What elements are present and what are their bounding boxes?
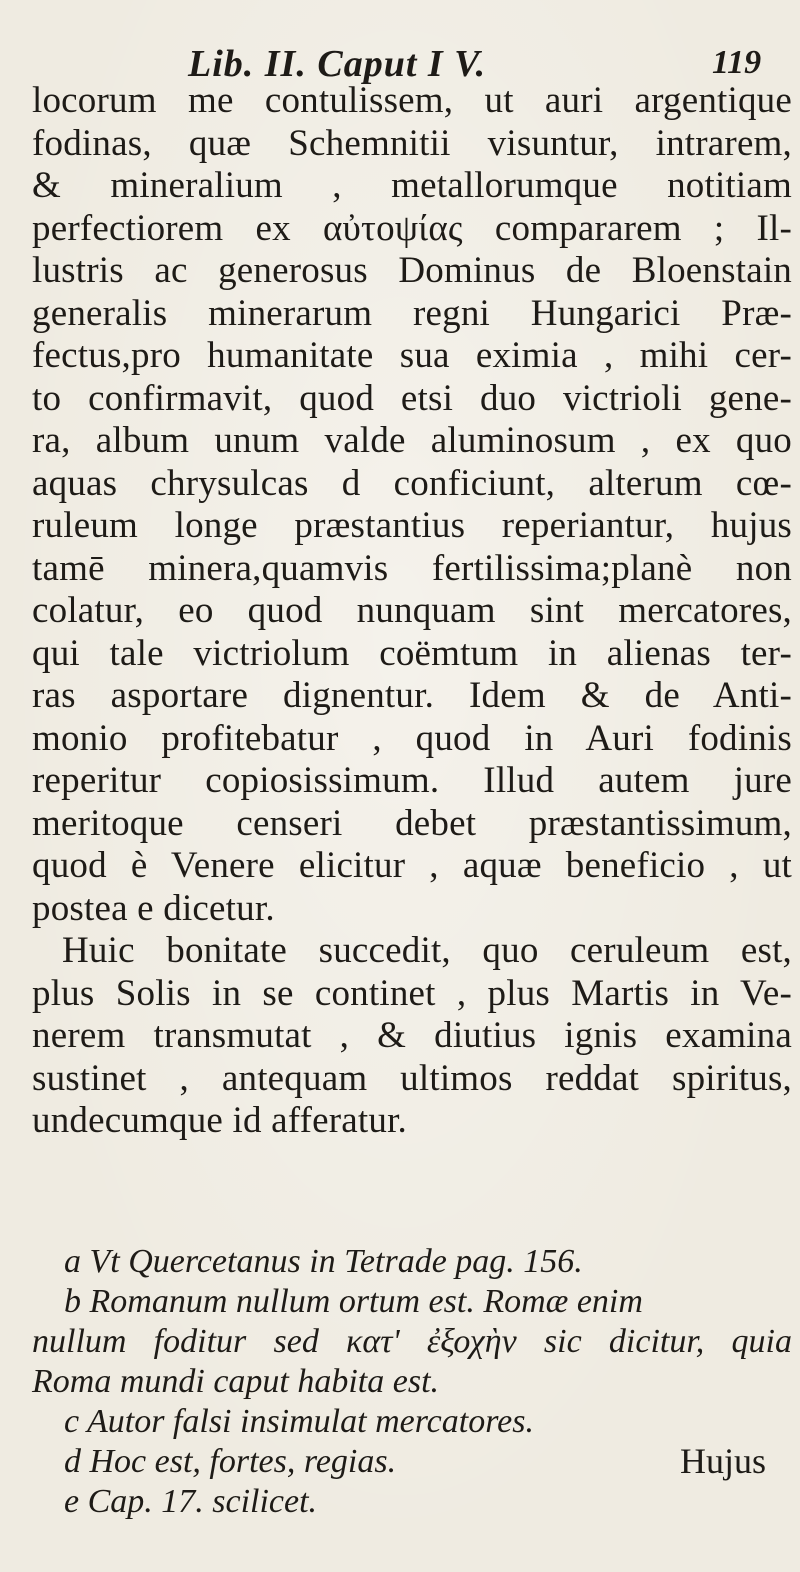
text-line: sustinet , antequam ultimos reddat spiritus, bbox=[32, 1057, 792, 1099]
text-line: locorum me contulissem, ut auri argentique bbox=[32, 80, 792, 121]
text-line: aquas chrysulcas d conficiunt, alterum cœ- bbox=[32, 462, 792, 504]
text-line: tamē minera,quamvis fertilissima;planè non bbox=[32, 547, 792, 589]
text-line: colatur, eo quod nunquam sint mercatores, bbox=[32, 590, 792, 631]
text-line: plus Solis in se continet , plus Martis in Ve- bbox=[32, 972, 792, 1014]
text-line: fectus,pro humanitate sua eximia , mihi cer- bbox=[32, 335, 792, 376]
text-line: reperitur copiosissimum. Illud autem jure bbox=[32, 760, 792, 801]
text-line: & mineralium , metallorumque notitiam bbox=[32, 165, 792, 206]
text-line: undecumque id afferatur. bbox=[32, 1100, 407, 1141]
text-line: postea e dicetur. bbox=[32, 887, 275, 929]
text-line: perfectiorem ex αὐτοψίας compararem ; Il- bbox=[32, 207, 792, 249]
page-number: 119 bbox=[712, 44, 762, 81]
footnote-d: d Hoc est, fortes, regias. bbox=[64, 1443, 397, 1480]
text-line: fodinas, quæ Schemnitii visuntur, intrarem, bbox=[32, 122, 792, 164]
footnote-b: b Romanum nullum ortum est. Romæ enim bbox=[64, 1283, 643, 1320]
footnote-e: e Cap. 17. scilicet. bbox=[64, 1483, 318, 1520]
catchword: Hujus bbox=[680, 1441, 767, 1481]
footnote-a: a Vt Quercetanus in Tetrade pag. 156. bbox=[64, 1243, 583, 1280]
text-line: ra, album unum valde aluminosum , ex quo bbox=[32, 420, 792, 461]
text-line: quod è Venere elicitur , aquæ beneficio , ut bbox=[32, 845, 792, 886]
text-line: generalis minerarum regni Hungarici Præ- bbox=[32, 292, 792, 334]
text-line: to confirmavit, quod etsi duo victrioli gene- bbox=[32, 377, 792, 419]
text-line: lustris ac generosus Dominus de Bloenstain bbox=[32, 250, 792, 291]
main-text bbox=[32, 80, 792, 1143]
footnotes bbox=[32, 1242, 792, 1522]
footnote-b-continuation: nullum foditur sed κατ' ἐξοχὴν sic dicitur, quia bbox=[32, 1323, 792, 1360]
paragraph-start-line: Huic bonitate succedit, quo ceruleum est, bbox=[62, 930, 792, 971]
text-line: nerem transmutat , & diutius ignis examina bbox=[32, 1015, 792, 1056]
text-line: ruleum longe præstantius reperiantur, hujus bbox=[32, 505, 792, 546]
text-line: ras asportare dignentur. Idem & de Anti- bbox=[32, 675, 792, 716]
footnote-b-continuation: Roma mundi caput habita est. bbox=[32, 1363, 440, 1400]
text-line: meritoque censeri debet præstantissimum, bbox=[32, 802, 792, 844]
text-line: monio profitebatur , quod in Auri fodinis bbox=[32, 717, 792, 759]
footnote-c: c Autor falsi insimulat mercatores. bbox=[64, 1403, 535, 1440]
running-title: Lib. II. Caput I V. bbox=[188, 43, 487, 85]
text-line: qui tale victriolum coëmtum in alienas ter- bbox=[32, 632, 792, 674]
